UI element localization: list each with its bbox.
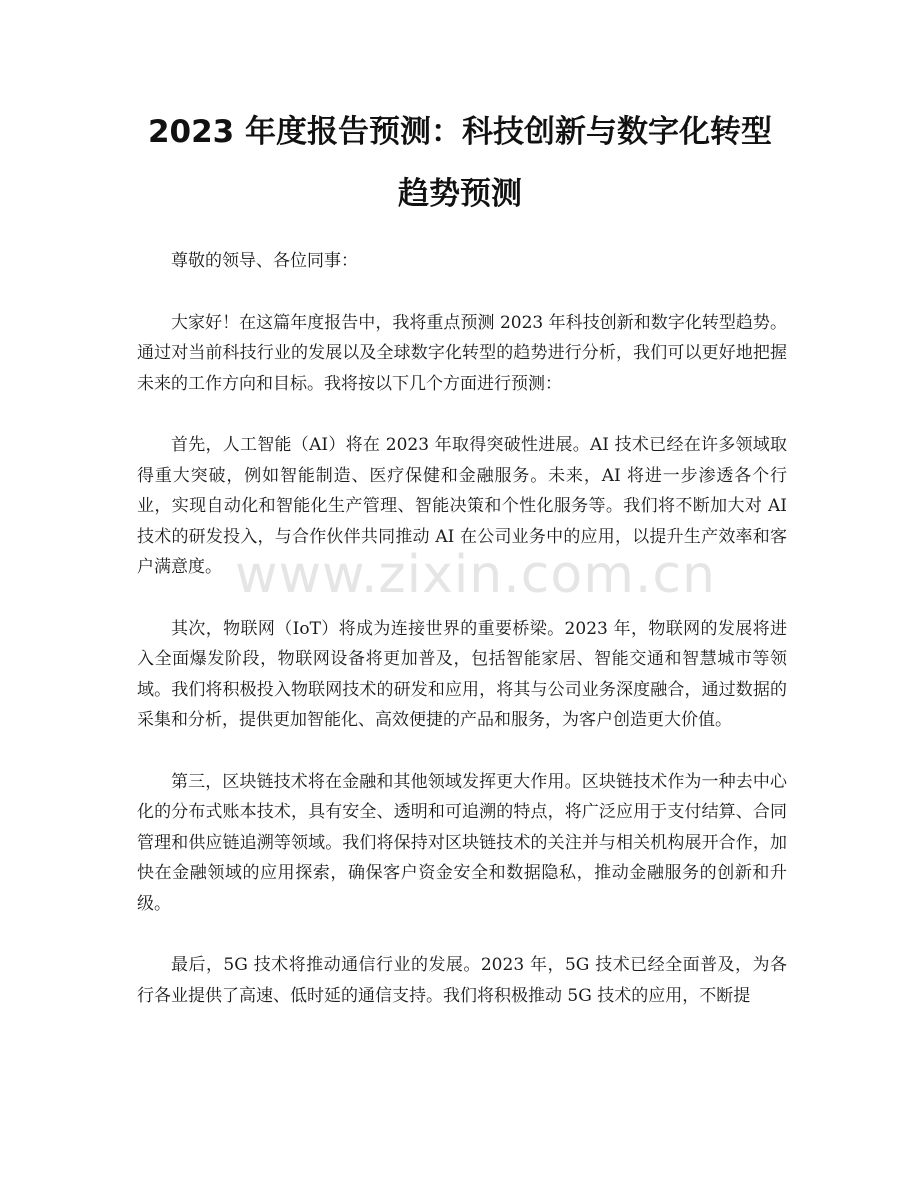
- paragraph-iot: 其次，物联网（IoT）将成为连接世界的重要桥梁。2023 年，物联网的发展将进入全面爆发阶段，物联网设备将更加普及，包括智能家居、智能交通和智慧城市等领域。我们将积极投入物联网技术的研发和应用，将其与公司业务深度融合，通过数据的采集和分析，提供更加智能化、高效便捷的产品和服务，为客户创造更大价值。: [137, 618, 787, 730]
- document-title-line-1: 2023 年度报告预测：科技创新与数字化转型: [147, 114, 773, 150]
- paragraph-5g: 最后，5G 技术将推动通信行业的发展。2023 年，5G 技术已经全面普及，为各行各业提供了高速、低时延的通信支持。我们将积极推动 5G 技术的应用，不断提: [137, 955, 787, 1006]
- paragraph-ai: 首先，人工智能（AI）将在 2023 年取得突破性进展。AI 技术已经在许多领域取得重大突破，例如智能制造、医疗保健和金融服务。未来，AI 将进一步渗透各个行业，实现自动化和智能化生产管理、智能决策和个性化服务等。我们将不断加大对 AI 技术的研发投入，与合作伙伴共同推动 AI 在公司业务中的应用，以提升生产效率和客户满意度。: [137, 435, 787, 577]
- paragraph-blockchain: 第三，区块链技术将在金融和其他领域发挥更大作用。区块链技术作为一种去中心化的分布式账本技术，具有安全、透明和可追溯的特点，将广泛应用于支付结算、合同管理和供应链追溯等领域。我们将保持对区块链技术的关注并与相关机构展开合作，加快在金融领域的应用探索，确保客户资金安全和数据隐私，推动金融服务的创新和升级。: [137, 771, 787, 914]
- watermark: www.zixin.com.cn: [235, 545, 716, 605]
- paragraph-intro: 大家好！在这篇年度报告中，我将重点预测 2023 年科技创新和数字化转型趋势。通过对当前科技行业的发展以及全球数字化转型的趋势进行分析，我们可以更好地把握未来的工作方向和目标。我将按以下几个方面进行预测：: [137, 312, 787, 394]
- document-title-line-2: 趋势预测: [398, 176, 522, 212]
- document-body: [137, 246, 787, 1042]
- greeting: 尊敬的领导、各位同事：: [171, 251, 358, 271]
